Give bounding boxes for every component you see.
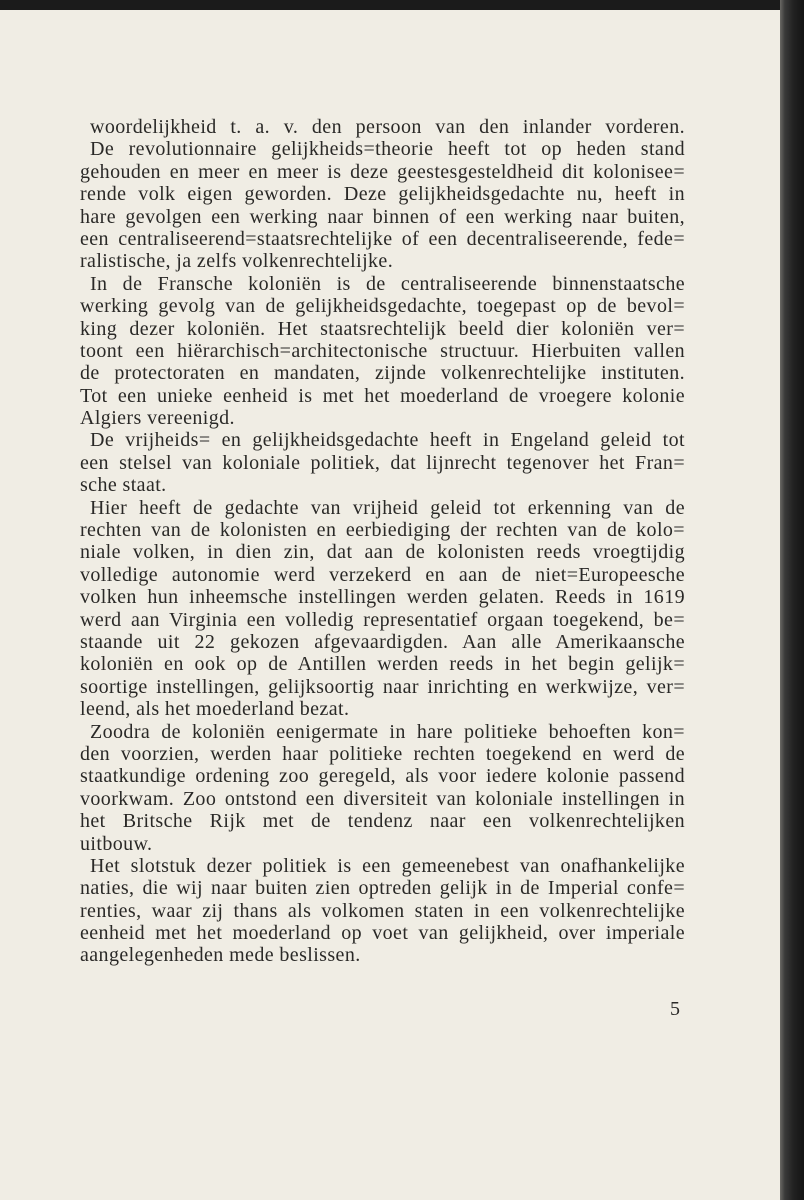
text-line: naties, die wij naar buiten zien optreden gelijk in de Imperial confe= — [80, 877, 685, 900]
page-number: 5 — [670, 998, 680, 1020]
text-line: eenheid met het moederland op voet van gelijkheid, over imperiale — [80, 922, 685, 945]
text-line: de protectoraten en mandaten, zijnde volkenrechtelijke instituten. — [80, 362, 685, 385]
text-line: een stelsel van koloniale politiek, dat lijnrecht tegenover het Fran= — [80, 451, 685, 474]
text-line: Zoodra de koloniën eenigermate in hare politieke behoeften kon= — [90, 720, 685, 743]
paragraph — [80, 721, 685, 855]
text-line: volken hun inheemsche instellingen werden gelaten. Reeds in 1619 — [80, 586, 685, 609]
text-line: De revolutionnaire gelijkheids=theorie heeft tot op heden stand — [90, 138, 685, 161]
text-line: voorkwam. Zoo ontstond een diversiteit van koloniale instellingen in — [80, 787, 685, 810]
text-line: koloniën en ook op de Antillen werden reeds in het begin gelijk= — [80, 653, 685, 676]
scan-right-edge — [780, 0, 804, 1200]
text-line: Het slotstuk dezer politiek is een gemeenebest van onafhankelijke — [90, 854, 685, 877]
text-line: rechten van de kolonisten en eerbiediging der rechten van de kolo= — [80, 519, 685, 542]
paragraph — [80, 497, 685, 721]
text-line: een centraliseerend=staatsrechtelijke of een decentraliseerende, fede= — [80, 227, 685, 250]
text-line: rende volk eigen geworden. Deze gelijkheidsgedachte nu, heeft in — [80, 183, 685, 206]
text-line: leend, als het moederland bezat. — [80, 698, 350, 721]
text-line: ralistische, ja zelfs volkenrechtelijke. — [80, 250, 394, 273]
text-line: Hier heeft de gedachte van vrijheid geleid tot erkenning van de — [90, 496, 685, 519]
text-line: aangelegenheden mede beslissen. — [80, 944, 361, 967]
text-line: toont een hiërarchisch=architectonische structuur. Hierbuiten vallen — [80, 339, 685, 362]
text-line: renties, waar zij thans als volkomen staten in een volkenrechtelijke — [80, 899, 685, 922]
text-line: soortige instellingen, gelijksoortig naar inrichting en werkwijze, ver= — [80, 675, 685, 698]
text-line: hare gevolgen een werking naar binnen of een werking naar buiten, — [80, 205, 685, 228]
paragraph — [80, 429, 685, 496]
text-line: gehouden en meer en meer is deze geestesgesteldheid dit kolonisee= — [80, 160, 685, 183]
text-line: woordelijkheid t. a. v. den persoon van den inlander vorderen. — [90, 116, 685, 138]
paragraph — [80, 138, 685, 272]
paragraph — [80, 855, 685, 967]
text-line: werking gevolg van de gelijkheidsgedachte, toegepast op de bevol= — [80, 295, 685, 318]
text-line: Algiers vereenigd. — [80, 407, 235, 430]
text-line: king dezer koloniën. Het staatsrechtelijk beeld dier koloniën ver= — [80, 317, 685, 340]
text-line: staande uit 22 gekozen afgevaardigden. Aan alle Amerikaansche — [80, 630, 685, 653]
text-line: uitbouw. — [80, 832, 153, 855]
text-line: werd aan Virginia een volledig representatief orgaan toegekend, be= — [80, 608, 685, 631]
text-line: staatkundige ordening zoo geregeld, als voor iedere kolonie passend — [80, 765, 685, 788]
text-line: De vrijheids= en gelijkheidsgedachte heeft in Engeland geleid tot — [90, 429, 685, 452]
paragraph — [80, 116, 685, 138]
body-text — [80, 116, 685, 967]
text-line: volledige autonomie werd verzekerd en aan de niet=Europeesche — [80, 563, 685, 586]
scan-top-edge — [0, 0, 804, 10]
text-line: niale volken, in dien zin, dat aan de kolonisten reeds vroegtijdig — [80, 541, 685, 564]
text-line: sche staat. — [80, 474, 167, 497]
text-line: Tot een unieke eenheid is met het moederland de vroegere kolonie — [80, 384, 685, 407]
paragraph — [80, 273, 685, 430]
text-line: het Britsche Rijk met de tendenz naar een volkenrechtelijken — [80, 810, 685, 833]
text-line: den voorzien, werden haar politieke rechten toegekend en werd de — [80, 742, 685, 765]
text-line: In de Fransche koloniën is de centraliseerende binnenstaatsche — [90, 272, 685, 295]
